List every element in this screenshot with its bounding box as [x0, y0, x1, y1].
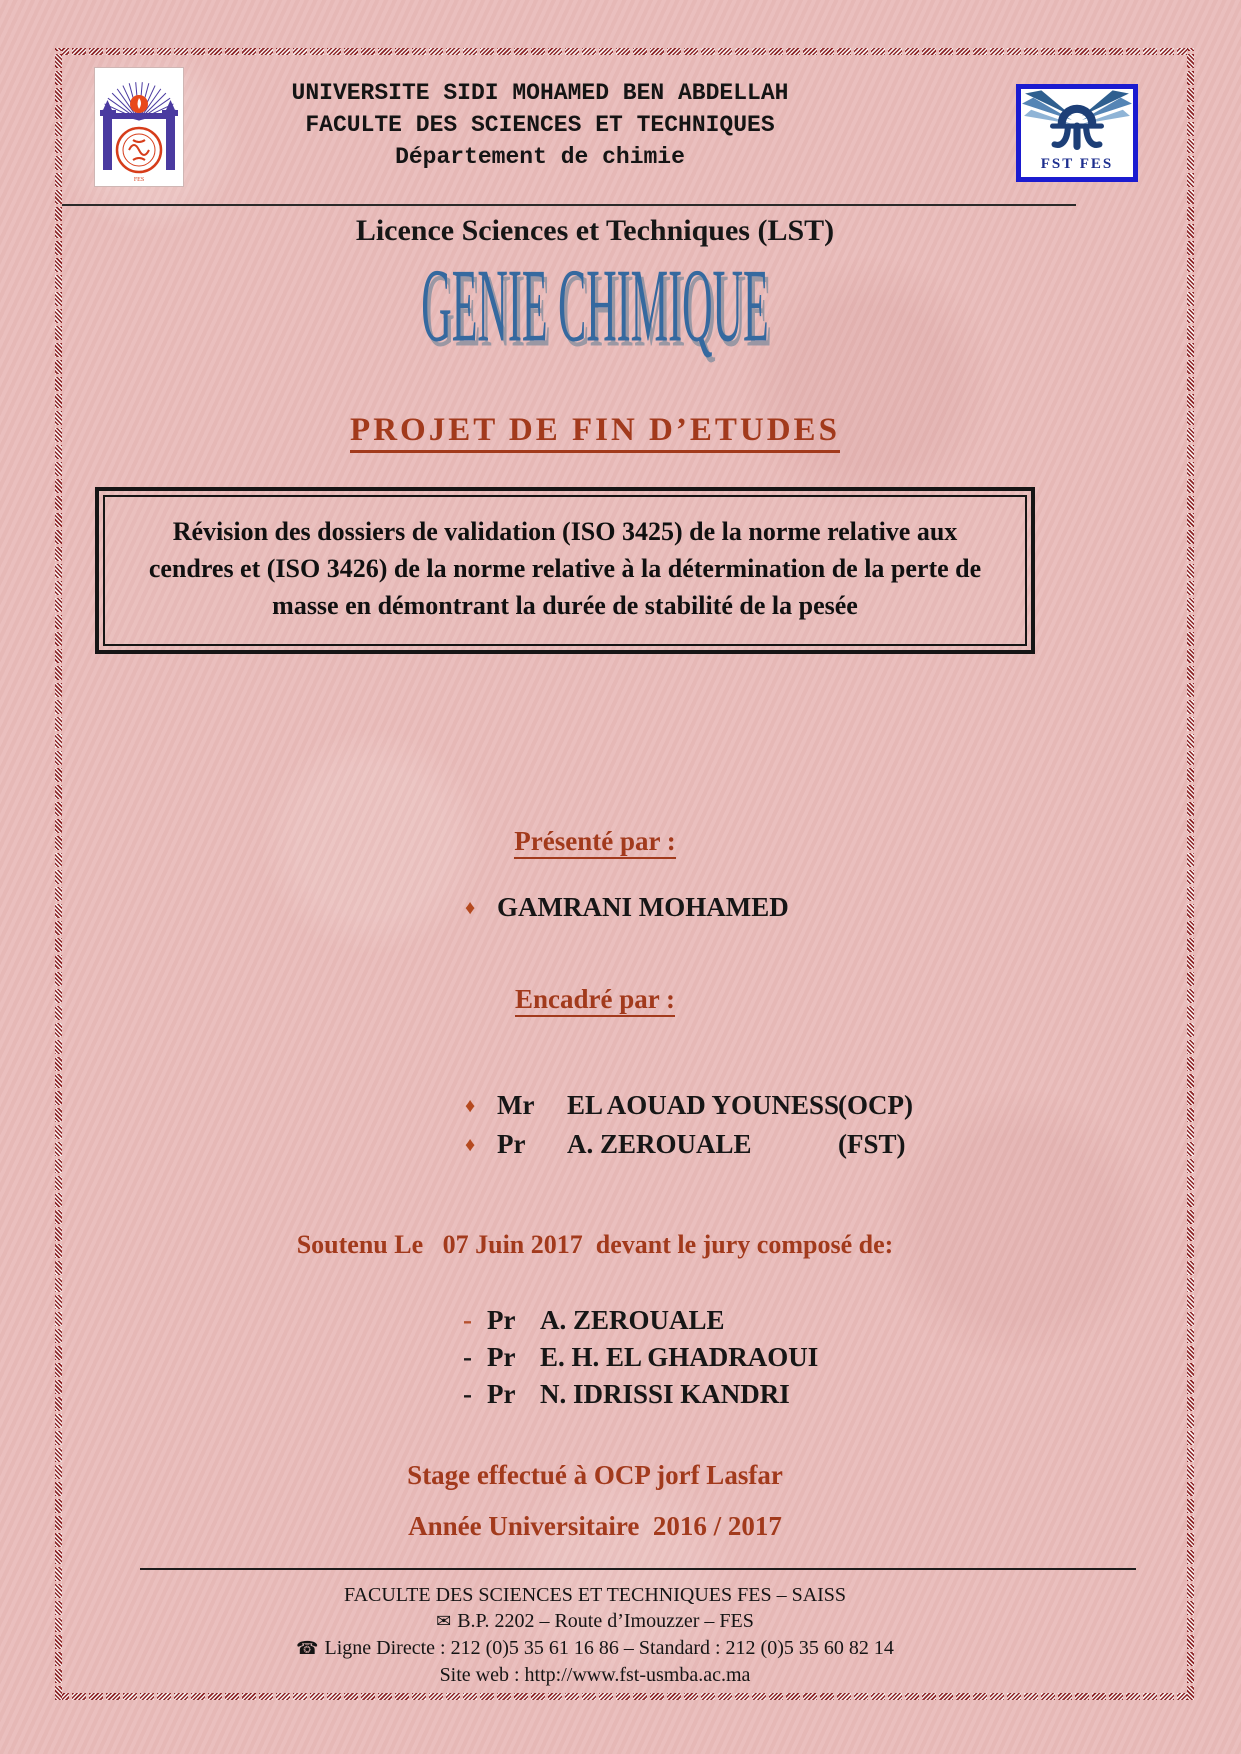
footer-divider — [140, 1568, 1136, 1570]
jury-row — [463, 1376, 818, 1413]
faculty-name: FACULTE DES SCIENCES ET TECHNIQUES — [305, 112, 775, 138]
student-name: GAMRANI MOHAMED — [497, 892, 789, 922]
footer-phone-line — [30, 1635, 1160, 1662]
footer-faculty-line: FACULTE DES SCIENCES ET TECHNIQUES FES – SAISS — [343, 1584, 847, 1606]
jury-row — [463, 1302, 818, 1339]
header-divider — [62, 204, 1076, 206]
footer-address-line — [30, 1608, 1160, 1635]
frame-border-left — [55, 48, 62, 1700]
supervisor-org: (OCP) — [838, 1090, 913, 1120]
jury-title: Pr — [487, 1342, 516, 1372]
program-name: Licence Sciences et Techniques (LST) — [355, 214, 835, 247]
diamond-bullet-icon: ♦ — [465, 1095, 476, 1117]
dash-bullet: - — [463, 1342, 472, 1372]
footer-phone-text: Ligne Directe : 212 (0)5 35 61 16 86 – Standard : 212 (0)5 35 60 82 14 — [324, 1637, 894, 1659]
department-name: Département de chimie — [395, 144, 685, 170]
supervisor-title: Pr — [497, 1129, 526, 1159]
supervisor-name: A. ZEROUALE — [567, 1129, 752, 1159]
major-title: GENIE CHIMIQUE — [421, 245, 769, 364]
institution-header — [240, 77, 840, 173]
project-title-box — [95, 487, 1035, 654]
defense-intro: Soutenu Le 07 Juin 2017 devant le jury composé de: — [296, 1230, 894, 1259]
document-type-text: PROJET DE FIN D’ETUDES — [350, 412, 840, 453]
supervisor-row — [465, 1086, 913, 1125]
jury-title: Pr — [487, 1379, 516, 1409]
dash-bullet: - — [463, 1305, 472, 1335]
jury-title: Pr — [487, 1305, 516, 1335]
footer — [30, 1582, 1160, 1688]
footer-website-line: Site web : http://www.fst-usmba.ac.ma — [439, 1664, 751, 1686]
jury-name: E. H. EL GHADRAOUI — [540, 1342, 819, 1372]
supervised-by-label-text: Encadré par : — [515, 984, 675, 1017]
jury-list — [463, 1302, 818, 1413]
jury-row — [463, 1339, 818, 1376]
student-row — [465, 892, 789, 923]
mail-icon: ✉ — [436, 1611, 452, 1632]
diamond-bullet-icon: ♦ — [465, 1134, 476, 1156]
phone-icon: ☎ — [296, 1638, 319, 1659]
university-emblem-logo — [95, 68, 183, 186]
jury-name: N. IDRISSI KANDRI — [540, 1379, 790, 1409]
internship-location: Stage effectué à OCP jorf Lasfar — [407, 1460, 783, 1490]
supervised-by-label — [30, 984, 1160, 1015]
university-emblem-icon — [95, 68, 183, 186]
supervisor-org: (FST) — [838, 1129, 906, 1159]
frame-border-right — [1187, 48, 1194, 1700]
presented-by-label-text: Présenté par : — [514, 826, 675, 859]
footer-address-text: B.P. 2202 – Route d’Imouzzer – FES — [457, 1610, 754, 1632]
academic-year: Année Universitaire 2016 / 2017 — [408, 1511, 782, 1541]
svg-text:FES: FES — [133, 177, 145, 183]
frame-border-bottom — [55, 1693, 1194, 1700]
supervisors-list — [465, 1086, 913, 1164]
supervisor-row — [465, 1125, 913, 1164]
university-name: UNIVERSITE SIDI MOHAMED BEN ABDELLAH — [291, 80, 789, 106]
presented-by-label — [30, 826, 1160, 857]
project-title: Révision des dossiers de validation (ISO 3425) de la norme relative aux cendres et (ISO 3426) de la norme relative à la détermination de la perte de masse en démontrant la durée de stabilité de la pesée — [103, 495, 1027, 646]
supervisor-name: EL AOUAD YOUNESS — [567, 1090, 840, 1120]
dash-bullet: - — [463, 1379, 472, 1409]
fst-fes-logo — [1016, 84, 1138, 182]
document-type — [30, 412, 1160, 449]
frame-border-top — [55, 48, 1194, 55]
diamond-bullet-icon: ♦ — [465, 897, 476, 919]
fst-emblem-icon — [1021, 89, 1133, 155]
supervisor-title: Mr — [497, 1090, 535, 1120]
fst-fes-label: FST FES — [1040, 156, 1114, 172]
jury-name: A. ZEROUALE — [540, 1305, 725, 1335]
